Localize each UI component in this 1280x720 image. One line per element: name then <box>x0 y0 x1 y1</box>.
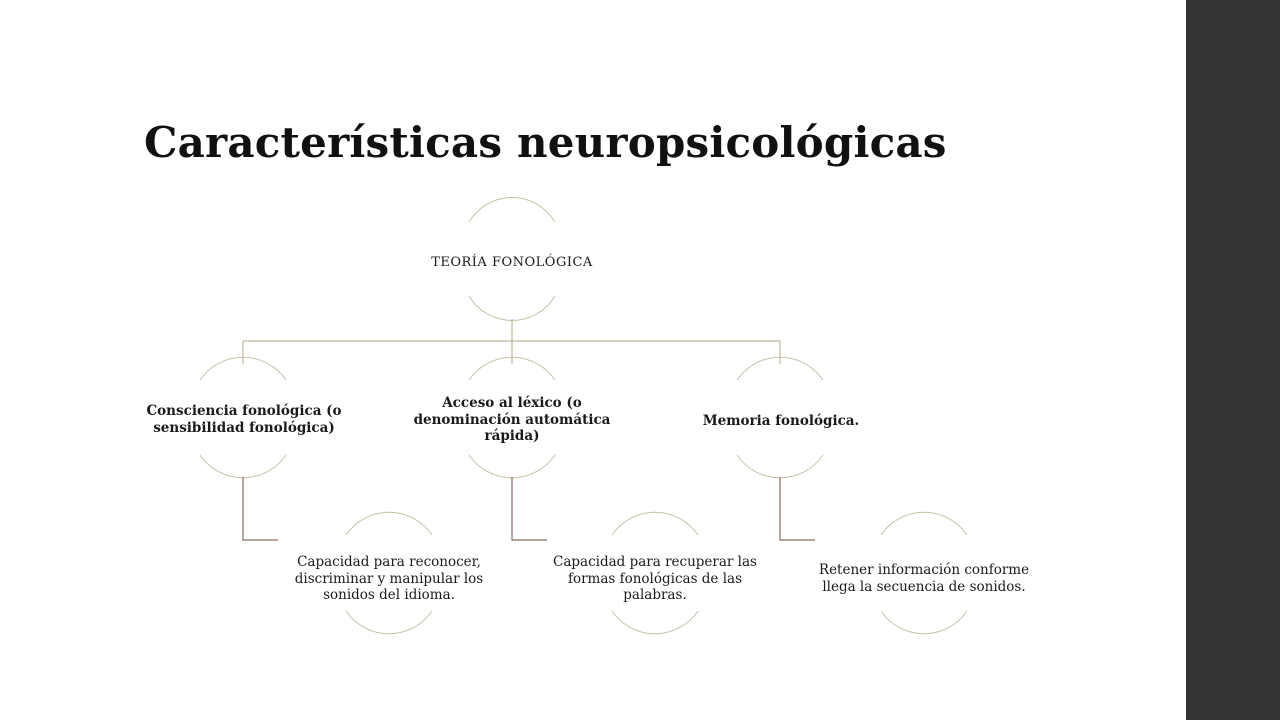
slide-title: Características neuropsicológicas <box>144 118 947 167</box>
detail-1-bottom-arc <box>346 611 432 634</box>
branch-1-label: Consciencia fonológica (o sensibilidad fonológica) <box>146 403 342 436</box>
right-sidebar-bar <box>1186 0 1280 720</box>
detail-2-top-arc <box>612 512 698 535</box>
branch-2-label: Acceso al léxico (o denominación automática rápida) <box>413 394 611 445</box>
branch-3-detail: Retener información conforme llega la secuencia de sonidos. <box>818 562 1030 595</box>
detail-2-bottom-arc <box>612 611 698 634</box>
branch-2-detail: Capacidad para recuperar las formas fonológicas de las palabras. <box>553 553 757 604</box>
detail-connector-1 <box>243 477 278 540</box>
branch-3-label: Memoria fonológica. <box>702 412 860 429</box>
root-node-label: TEORÍA FONOLÓGICA <box>431 254 593 270</box>
branch-1-detail: Capacidad para reconocer, discriminar y manipular los sonidos del idioma. <box>294 553 484 604</box>
root-node-bottom-arc <box>469 296 555 320</box>
detail-connectors <box>243 477 815 540</box>
root-node-top-arc <box>469 198 555 222</box>
branch-3-bottom-arc <box>737 455 823 478</box>
detail-3-bottom-arc <box>881 611 967 634</box>
detail-connector-3 <box>780 477 815 540</box>
detail-connector-2 <box>512 477 547 540</box>
branch-1-bottom-arc <box>200 455 286 478</box>
branch-2-bottom-arc <box>469 455 555 478</box>
detail-3-top-arc <box>881 512 967 535</box>
detail-1-top-arc <box>346 512 432 535</box>
